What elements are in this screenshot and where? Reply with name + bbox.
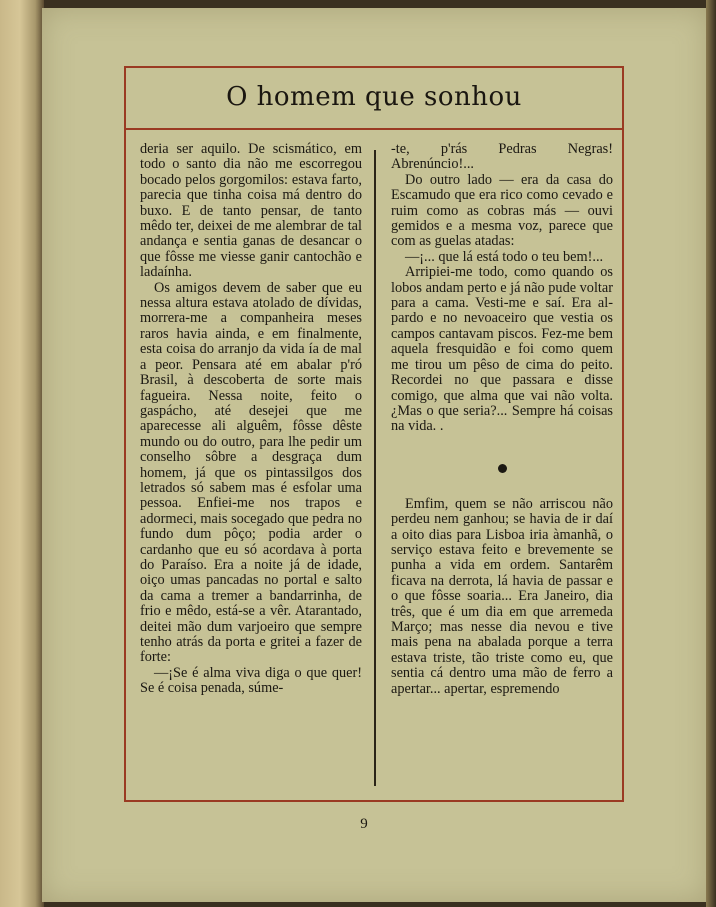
page-number: 9 (360, 816, 368, 832)
column-divider (374, 150, 376, 786)
paragraph: Os amigos devem de saber que eu nessa altura estava atolado de dívidas, morrera-me a companheira meses raros havia ainda, e em finalmente, esta coisa do arranjo da vida ía de mal a peor. Pensara até em abalar p'ró Brasil, à descoberta de sorte mais fagueira. Nessa noite, feito o gaspácho, até desejei que me aparecesse ali alguêm, fôsse dêste mundo ou do outro, para lhe pedir um conselho sôbre a desgraça dum homem, já que os pintassilgos dos letrados só sabem mas é esfolar uma pessoa. Enfiei-me nos trapos e adormeci, mais socegado que pedra no fundo dum pôço; podia arder o cardanho que eu só acordava à porta do Paraíso. Era a noite já de idade, oiço umas pancadas no portal e salto da cama a tremer a bandarrinha, de frio e mêdo, está-se a vêr. Atarantado, deitei mão dum varjoeiro que sempre tenho atrás da porta e gritei a fazer de forte: (140, 279, 362, 666)
right-column (391, 142, 613, 697)
page-edge-shadow (706, 0, 716, 907)
section-separator-dot (498, 464, 507, 473)
left-column (140, 142, 362, 697)
paragraph: deria ser aquilo. De scismático, em todo o santo dia não me escorregou bocado pelos gorgomilos: estava farto, parecia que tinha coisa má dentro do buxo. E de tanto pensar, de tanto mêdo ter, deixei de me alembrar de tal andança e sentia ganas de desancar o que fôsse me viesse ganir cantochão e ladaínha. (140, 141, 362, 281)
paragraph: -te, p'rás Pedras Negras! Abrenúncio!... (391, 141, 613, 173)
page-title: O homem que sonhou (226, 82, 522, 112)
paragraph: Emfim, quem se não arriscou não perdeu nem ganhou; se havia de ir daí a oito dias para Lisboa iria àmanhã, o serviço estava feito e brevemente se punha a vida em ordem. Santarêm ficava na derrota, lá havia de passar e o que fôsse soaria... Era Janeiro, dia três, que é um dia em que arremeda Março; mas nesse dia nevou e tive mais pena na abalada porque a terra estava triste, tão triste como eu, que sentia cá dentro uma mão de ferro a apertar... apertar, espremendo (391, 495, 613, 697)
paragraph: Arripiei-me todo, como quando os lobos andam perto e já não pude voltar para a cama. Vesti-me e saí. Era al-pardo e no nevoaceiro que vestia os campos cantavam piscos. Fez-me bem aquela fresquidão e foi como quem me tirou um pêso de cima do peito. Recordei no que passara e disse comigo, que alma que vai não volta. ¿Mas o que seria?... Sempre há coisas na vida. . (391, 264, 613, 435)
paragraph: —¡Se é alma viva diga o que quer! Se é coisa penada, súme- (140, 664, 362, 697)
title-divider (124, 128, 624, 130)
book-spine (0, 0, 44, 907)
paragraph: —¡... que lá está todo o teu bem!... (405, 248, 604, 265)
paragraph: Do outro lado — era da casa do Escamudo que era rico como cevado e ruim como as cobras más — ouvi gemidos e a mesma voz, parece que com as guelas atadas: (391, 171, 613, 250)
